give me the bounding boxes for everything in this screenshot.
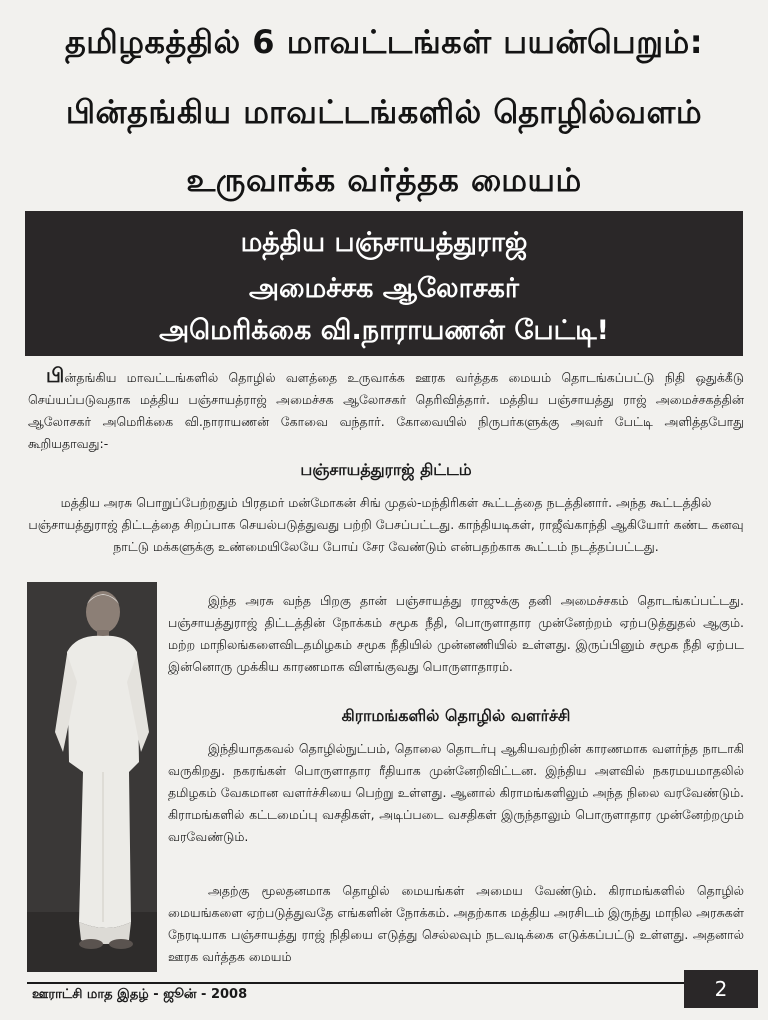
headline-line-1: தமிழகத்தில் 6 மாவட்டங்கள் பயன்பெறும்: xyxy=(64,23,704,61)
footer-publication: ஊராட்சி மாத இதழ் - ஜூன் - 2008 xyxy=(32,987,248,1002)
footer-rule xyxy=(27,982,739,984)
rural-industry-paragraph-1: இந்தியாதகவல் தொழில்நுட்பம், தொலை தொடர்பு ஆகியவற்றின் காரணமாக வளர்ந்த நாடாகி வருகிறது. நகரங்கள் பொருளாதார ரீதியாக முன்னேறிவிட்டன. இந்திய அளவில் நகரமயமாதலில் தமிழகம் வேகமான வளர்ச்சியை பெற்று உள்ளது. ஆனால் கிராமங்களிலும் அந்த நிலை வரவேண்டும். கிராமங்களில் கட்டமைப்பு வசதிகள், அடிப்படை வசதிகள் இருந்தாலும் பொருளாதார முன்னேற்றமும் வரவேண்டும். xyxy=(168,741,744,844)
intro-text: ன்தங்கிய மாவட்டங்களில் தொழில் வளத்தை உருவாக்க ஊரக வர்த்தக மையம் தொடங்கப்பட்டு நிதி ஒதுக்கீடு செய்யப்படுவதாக மத்திய பஞ்சாயத்ராஜ் அமைச்சக ஆலோசகர் தெரிவித்தார். மத்திய பஞ்சாயத்து ராஜ் அமைச்சகத்தின் ஆலோசகர் அமெரிக்கை வி.நாராயணன் கோவை வந்தார். கோவையில் நிருபர்களுக்கு அவர் பேட்டி அளித்தபோது கூறியதாவது:- xyxy=(28,370,744,451)
banner-line-2: அமைச்சக ஆலோசகர் xyxy=(248,273,519,304)
ministry-paragraph: இந்த அரசு வந்த பிறகு தான் பஞ்சாயத்து ராஜுக்கு தனி அமைச்சகம் தொடங்கப்பட்டது. பஞ்சாயத்துராஜ் திட்டத்தின் நோக்கம் சமூக நீதி, பொருளாதார முன்னேற்றம் ஏற்படுத்துதல் ஆகும். மற்ற மாநிலங்களைவிடதமிழகம் சமூக நீதியில் முன்னணியில் உள்ளது. இருப்பினும் சமூக நீதி ஏற்பட இன்னொரு முக்கிய காரணமாக விளங்குவது பொருளாதாரம். xyxy=(168,593,744,674)
banner-line-3: அமெரிக்கை வி.நாராயணன் பேட்டி! xyxy=(159,315,609,346)
section-heading-panchayat-raj: பஞ்சாயத்துராஜ் திட்டம் xyxy=(300,460,472,479)
page-number: 2 xyxy=(684,970,758,1008)
portrait-figure xyxy=(27,582,157,972)
panchayat-raj-paragraph: மத்திய அரசு பொறுப்பேற்றதும் பிரதமர் மன்மோகன் சிங் முதல்-மந்திரிகள் கூட்டத்தை நடத்தினார். அந்த கூட்டத்தில் பஞ்சாயத்துராஜ் திட்டத்தை சிறப்பாக செயல்படுத்துவது பற்றி பேசப்பட்டது. காந்தியடிகள், ராஜீவ்காந்தி ஆகியோர் கண்ட கனவு நாட்டு மக்களுக்கு உண்மையிலேயே போய் சேர வேண்டும் என்பதற்காக கூட்டம் நடத்தப்பட்டது. xyxy=(28,495,744,554)
headline-line-3: உருவாக்க வர்த்தக மையம் xyxy=(186,161,582,199)
intro-paragraph xyxy=(28,364,744,455)
title-banner xyxy=(25,211,743,356)
rural-industry-paragraph-2: அதற்கு மூலதனமாக தொழில் மையங்கள் அமைய வேண்டும். கிராமங்களில் தொழில் மையங்களை ஏற்படுத்துவதே எங்களின் நோக்கம். அதற்காக மத்திய அரசிடம் இருந்து மாநில அரசுகள் நேரடியாக பஞ்சாயத்து ராஜ் நிதியை எடுத்து செல்லவும் நடவடிக்கை எடுக்கப்பட்டு உள்ளது. அதனால் ஊரக வர்த்தக மையம் xyxy=(168,883,744,964)
headline-line-2: பின்தங்கிய மாவட்டங்களில் தொழில்வளம் xyxy=(65,93,703,131)
portrait-photo xyxy=(27,582,157,972)
section-heading-rural-industry: கிராமங்களில் தொழில் வளர்ச்சி xyxy=(341,706,571,725)
drop-cap: பி xyxy=(46,363,65,387)
banner-line-1: மத்திய பஞ்சாயத்துராஜ் xyxy=(240,227,528,258)
